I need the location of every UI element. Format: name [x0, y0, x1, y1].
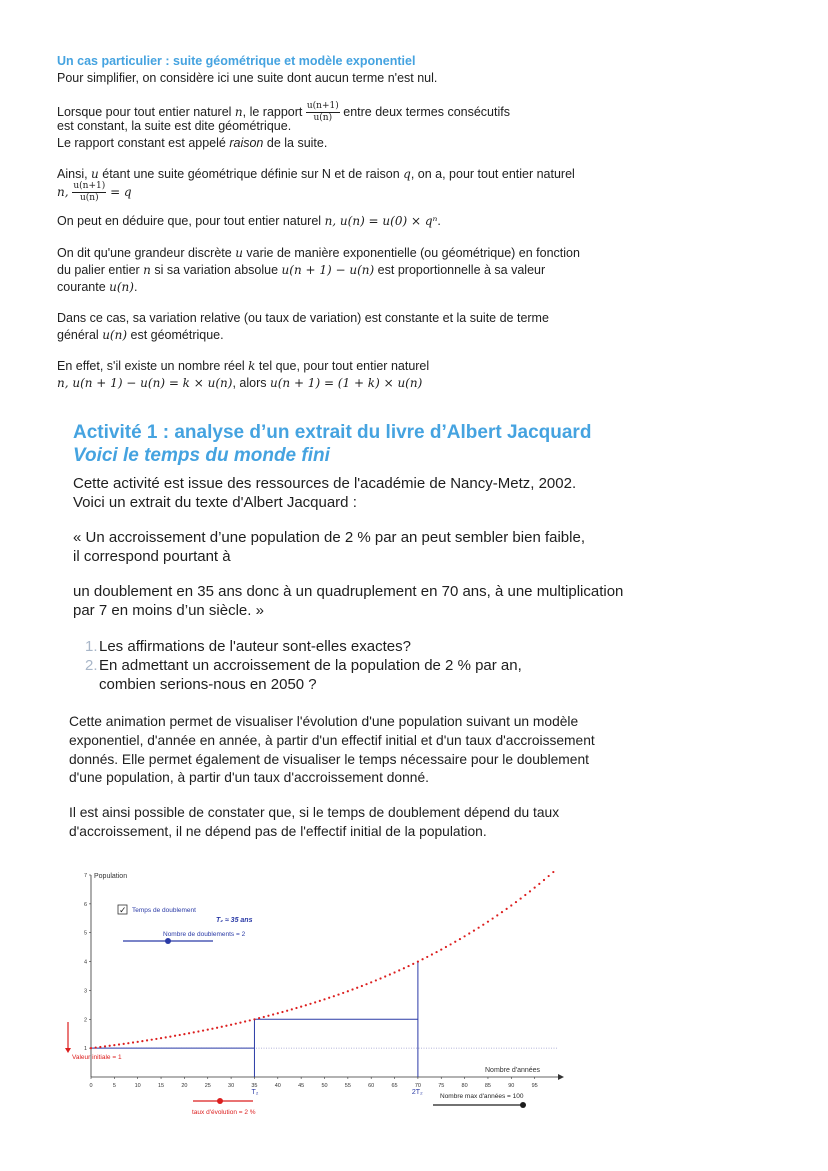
- initial-value-slider-knob[interactable]: [65, 1048, 71, 1053]
- data-point: [295, 1007, 297, 1009]
- conclusion-l1: Il est ainsi possible de constater que, si le temps de doublement dépend du taux: [69, 805, 560, 820]
- data-point: [225, 1025, 227, 1027]
- y-tick-label: 7: [83, 873, 87, 879]
- data-point: [309, 1003, 311, 1005]
- data-point: [113, 1044, 115, 1046]
- data-point: [478, 927, 480, 929]
- data-point: [314, 1001, 316, 1003]
- y-tick-label: 2: [83, 1017, 87, 1024]
- data-point: [538, 883, 540, 885]
- data-point: [347, 990, 349, 992]
- paragraph-relative-l2: général u(n) est géométrique.: [57, 328, 224, 342]
- question-1: 1.Les affirmations de l'auteur sont-elles exactes?: [85, 638, 411, 655]
- x-tick-label: 40: [274, 1083, 281, 1089]
- quote-l2: il correspond pourtant à: [73, 548, 231, 565]
- animation-text-l3: donnés. Elle permet également de visualiser le temps nécessaire pour le doublement: [69, 752, 589, 767]
- data-point: [230, 1024, 232, 1026]
- data-point: [459, 938, 461, 940]
- paragraph-exponential-l1: On dit qu'une grandeur discrète u varie de manière exponentielle (ou géométrique) en fonction: [57, 246, 580, 260]
- data-point: [211, 1028, 213, 1030]
- data-point: [384, 975, 386, 977]
- data-point: [412, 963, 414, 965]
- max-years-label: Nombre max d'années = 100: [440, 1093, 524, 1100]
- data-point: [188, 1032, 190, 1034]
- data-point: [403, 967, 405, 969]
- data-point: [207, 1029, 209, 1031]
- x-tick-label: 60: [368, 1083, 375, 1089]
- data-point: [534, 887, 536, 889]
- population-growth-chart[interactable]: [60, 860, 570, 1125]
- data-point: [118, 1043, 120, 1045]
- data-point: [174, 1035, 176, 1037]
- checkmark-icon: ✓: [119, 905, 127, 915]
- data-point: [300, 1006, 302, 1008]
- data-point: [127, 1042, 129, 1044]
- data-point: [249, 1019, 251, 1021]
- data-point: [440, 948, 442, 950]
- data-point: [323, 998, 325, 1000]
- data-point: [454, 941, 456, 943]
- data-point: [305, 1004, 307, 1006]
- x-tick-label: 50: [321, 1083, 328, 1089]
- data-point: [137, 1041, 139, 1043]
- data-point: [286, 1010, 288, 1012]
- paragraph-relative-l1: Dans ce cas, sa variation relative (ou taux de variation) est constante et la suite de terme: [57, 311, 549, 325]
- checkbox-label: Temps de doublement: [132, 907, 196, 914]
- animation-text-l4: d'une population, à partir d'un taux d'accroissement donné.: [69, 770, 429, 785]
- data-point: [361, 985, 363, 987]
- data-point: [426, 956, 428, 958]
- data-point: [492, 917, 494, 919]
- activity-subtitle: Voici le temps du monde fini: [73, 445, 330, 466]
- x-tick-label: 55: [344, 1083, 351, 1089]
- conclusion-l2: d'accroissement, il ne dépend pas de l'effectif initial de la population.: [69, 824, 487, 839]
- doubling-time-label: T₂ ≈ 35 ans: [216, 917, 253, 924]
- data-point: [487, 921, 489, 923]
- quote-l1: « Un accroissement d’une population de 2 % par an peut sembler bien faible,: [73, 529, 585, 546]
- x-tick-label: 30: [228, 1083, 235, 1089]
- x-tick-label: 75: [438, 1083, 445, 1089]
- paragraph-ratio: Lorsque pour tout entier naturel n, le rapport $\frac{u(n+1)}{u(n)}$ entre deux termes consécutifs: [57, 101, 510, 123]
- data-point: [291, 1008, 293, 1010]
- x-axis-arrow: [558, 1074, 564, 1080]
- data-point: [515, 901, 517, 903]
- data-point: [431, 953, 433, 955]
- data-point: [365, 983, 367, 985]
- x-tick-label: 45: [298, 1083, 305, 1089]
- data-point: [370, 981, 372, 983]
- data-point: [417, 960, 419, 962]
- x-tick-label: 5: [112, 1083, 116, 1089]
- y-tick-label: 3: [83, 988, 87, 995]
- data-point: [141, 1040, 143, 1042]
- data-point: [165, 1036, 167, 1038]
- data-point: [506, 908, 508, 910]
- data-point: [393, 971, 395, 973]
- x-tick-label: 65: [391, 1083, 398, 1089]
- data-point: [95, 1046, 97, 1048]
- activity-source-l2: Voici un extrait du texte d'Albert Jacquard :: [73, 494, 357, 511]
- paragraph-exponential-l2: du palier entier n si sa variation absolue u(n + 1) − u(n) est proportionnelle à sa valeur: [57, 263, 546, 277]
- data-point: [543, 879, 545, 881]
- data-point: [90, 1047, 92, 1049]
- data-point: [379, 977, 381, 979]
- paragraph-k-l2: n, u(n + 1) − u(n) = k × u(n), alors u(n + 1) = (1 + k) × u(n): [57, 376, 423, 390]
- x-tick-label: 35: [251, 1083, 258, 1089]
- x-tick-label: 25: [204, 1083, 211, 1089]
- rate-label: taux d'évolution = 2 %: [192, 1109, 256, 1116]
- paragraph-k-l1: En effet, s'il existe un nombre réel k tel que, pour tout entier naturel: [57, 359, 430, 373]
- data-point: [221, 1026, 223, 1028]
- data-point: [398, 969, 400, 971]
- data-point: [109, 1045, 111, 1047]
- data-point: [235, 1023, 237, 1025]
- x-tick-label: 10: [134, 1083, 141, 1089]
- data-point: [253, 1018, 255, 1020]
- data-point: [258, 1017, 260, 1019]
- data-point: [277, 1012, 279, 1014]
- x-tick-label: 90: [508, 1083, 515, 1089]
- quote-l4: par 7 en moins d’un siècle. »: [73, 602, 264, 619]
- data-point: [524, 894, 526, 896]
- doublings-slider-label: Nombre de doublements = 2: [163, 931, 246, 938]
- animation-text-l1: Cette animation permet de visualiser l'évolution d'une population suivant un modèle: [69, 714, 579, 729]
- x-tick-label: 15: [157, 1083, 165, 1089]
- doublings-slider-knob[interactable]: [165, 938, 171, 944]
- data-point: [468, 932, 470, 934]
- max-years-slider-knob[interactable]: [520, 1102, 526, 1108]
- data-point: [328, 997, 330, 999]
- data-point: [146, 1039, 148, 1041]
- activity-source-l1: Cette activité est issue des ressources de l'académie de Nancy-Metz, 2002.: [73, 475, 577, 492]
- data-point: [389, 973, 391, 975]
- data-point: [449, 943, 451, 945]
- data-point: [239, 1022, 241, 1024]
- y-tick-label: 5: [83, 930, 87, 937]
- formula-ratio-q: n, $\frac{u(n+1)}{u(n)}$ = q: [57, 181, 132, 203]
- x-axis-label: Nombre d'années: [485, 1067, 541, 1074]
- paragraph-geometric-def: Ainsi, u étant une suite géométrique définie sur N et de raison q, on a, pour tout entier naturel: [57, 167, 575, 181]
- x-tick-label: 0: [89, 1083, 93, 1089]
- quote-l3: un doublement en 35 ans donc à un quadruplement en 70 ans, à une multiplication: [73, 583, 624, 600]
- data-point: [473, 930, 475, 932]
- activity-title: Activité 1 : analyse d’un extrait du livre d’Albert Jacquard: [73, 422, 592, 443]
- data-point: [216, 1027, 218, 1029]
- data-point: [169, 1035, 171, 1037]
- data-point: [197, 1030, 199, 1032]
- data-point: [151, 1039, 153, 1041]
- data-point: [548, 875, 550, 877]
- data-point: [337, 993, 339, 995]
- data-point: [333, 995, 335, 997]
- paragraph-exponential-l3: courante u(n).: [57, 280, 138, 294]
- data-point: [529, 890, 531, 892]
- section-title: Un cas particulier : suite géométrique et modèle exponentiel: [57, 54, 416, 68]
- y-tick-label: 6: [83, 901, 87, 908]
- data-point: [552, 871, 554, 873]
- data-point: [482, 924, 484, 926]
- paragraph-deduction: On peut en déduire que, pour tout entier naturel n, u(n) = u(0) × qⁿ.: [57, 214, 441, 228]
- data-point: [319, 1000, 321, 1002]
- x-tick-label: 80: [461, 1083, 468, 1089]
- data-point: [99, 1046, 101, 1048]
- data-point: [179, 1034, 181, 1036]
- t2-label: T₂: [251, 1089, 259, 1096]
- y-tick-label: 1: [83, 1046, 87, 1053]
- data-point: [375, 979, 377, 981]
- data-point: [342, 992, 344, 994]
- initial-value-label: Valeur initiale = 1: [72, 1054, 122, 1061]
- data-point: [183, 1033, 185, 1035]
- data-point: [132, 1041, 134, 1043]
- data-point: [155, 1038, 157, 1040]
- data-point: [501, 911, 503, 913]
- data-point: [445, 946, 447, 948]
- data-point: [407, 965, 409, 967]
- data-point: [272, 1013, 274, 1015]
- question-2-cont: combien serions-nous en 2050 ?: [99, 676, 317, 693]
- data-point: [202, 1029, 204, 1031]
- x-tick-label: 85: [484, 1083, 492, 1089]
- data-point: [193, 1031, 195, 1033]
- data-point: [496, 914, 498, 916]
- paragraph-ratio-line2: est constant, la suite est dite géométrique.: [57, 119, 292, 133]
- data-point: [351, 988, 353, 990]
- rate-slider-knob[interactable]: [217, 1098, 223, 1104]
- y-tick-label: 4: [83, 959, 87, 966]
- data-point: [244, 1020, 246, 1022]
- 2t2-label: 2T₂: [411, 1089, 423, 1096]
- data-point: [281, 1011, 283, 1013]
- data-point: [104, 1045, 106, 1047]
- data-point: [160, 1037, 162, 1039]
- data-point: [356, 987, 358, 989]
- x-tick-label: 70: [414, 1083, 421, 1089]
- data-point: [435, 951, 437, 953]
- question-2: 2.En admettant un accroissement de la population de 2 % par an,: [85, 657, 522, 674]
- data-point: [267, 1015, 269, 1017]
- x-tick-label: 95: [531, 1083, 538, 1089]
- animation-text-l2: exponentiel, d'année en année, à partir d'un effectif initial et d'un taux d'accroissement: [69, 733, 595, 748]
- intro-text: Pour simplifier, on considère ici une suite dont aucun terme n'est nul.: [57, 71, 438, 85]
- data-point: [510, 904, 512, 906]
- y-axis-label: Population: [94, 873, 128, 880]
- paragraph-ratio-line3: Le rapport constant est appelé raison de la suite.: [57, 136, 328, 150]
- data-point: [520, 897, 522, 899]
- data-point: [263, 1016, 265, 1018]
- data-point: [123, 1043, 125, 1045]
- data-point: [421, 958, 423, 960]
- x-tick-label: 20: [181, 1083, 188, 1089]
- data-point: [464, 935, 466, 937]
